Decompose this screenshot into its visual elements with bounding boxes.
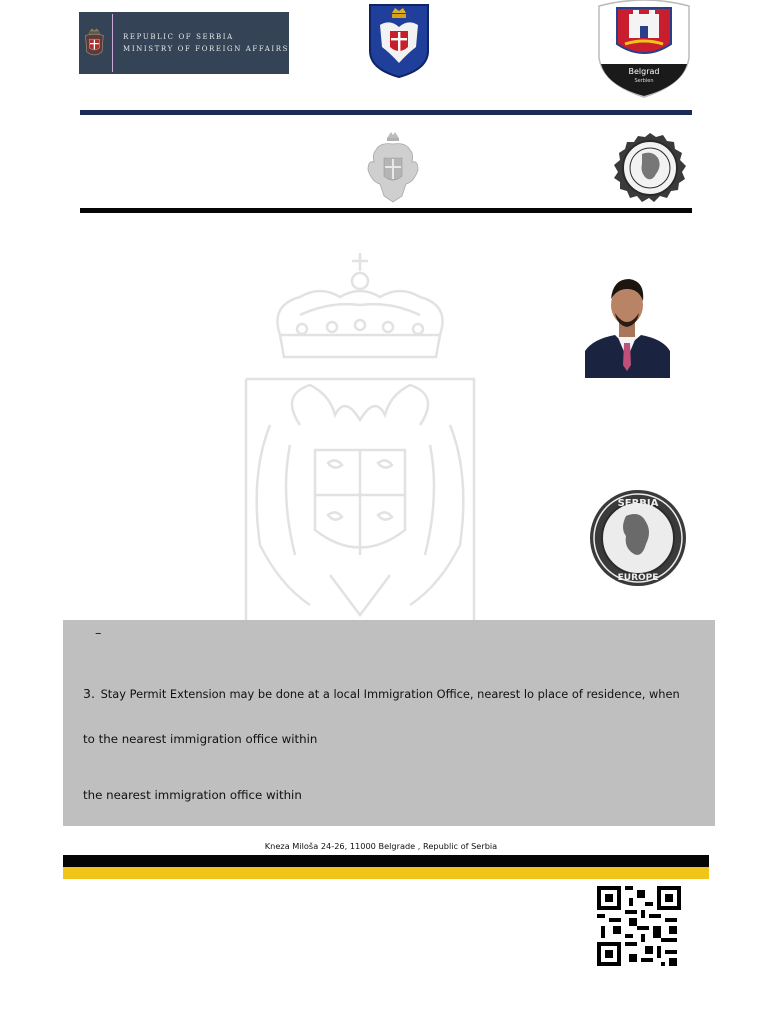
notice-line-a: to the nearest immigration office within: [83, 732, 318, 746]
ministry-banner: [79, 12, 289, 74]
notice-box: [63, 620, 715, 826]
notice-dash: –: [95, 626, 102, 641]
coat-of-arms-shield-icon: [368, 3, 430, 79]
notice-item-3: [83, 686, 680, 701]
applicant-photo: [585, 275, 670, 378]
stamp-bottom-text: EUROPE: [617, 573, 659, 583]
round-seal-icon: [612, 132, 688, 204]
ministry-line-1: REPUBLIC OF SERBIA: [123, 33, 234, 41]
stamp-top-text: SERBIA: [617, 498, 659, 509]
watermark-crest-icon: [240, 245, 480, 620]
footer-address: Kneza Miloša 24-26, 11000 Belgrade , Republic of Serbia: [264, 841, 498, 851]
ministry-line-2: MINISTRY OF FOREIGN AFFAIRS: [123, 45, 289, 53]
footer-band-yellow: [63, 867, 709, 879]
badge-country-label: Serbien: [634, 78, 654, 84]
notice-line-b: the nearest immigration office within: [83, 788, 302, 802]
banner-divider: [112, 14, 113, 72]
belgrade-badge: [595, 0, 693, 98]
serbian-crest-icon: [83, 17, 106, 69]
serbia-europe-stamp-icon: [586, 488, 692, 588]
ministry-title: [123, 31, 289, 55]
badge-city-label: Belgrad: [628, 67, 660, 76]
qr-code-icon: [597, 886, 681, 966]
footer-band-black: [63, 855, 709, 867]
notice-item-text: Stay Permit Extension may be done at a local Immigration Office, nearest lo place of residence, when: [100, 687, 680, 701]
black-divider: [80, 208, 692, 213]
double-headed-eagle-icon: [366, 130, 420, 206]
navy-divider: [80, 110, 692, 115]
notice-item-number: 3.: [83, 686, 95, 701]
